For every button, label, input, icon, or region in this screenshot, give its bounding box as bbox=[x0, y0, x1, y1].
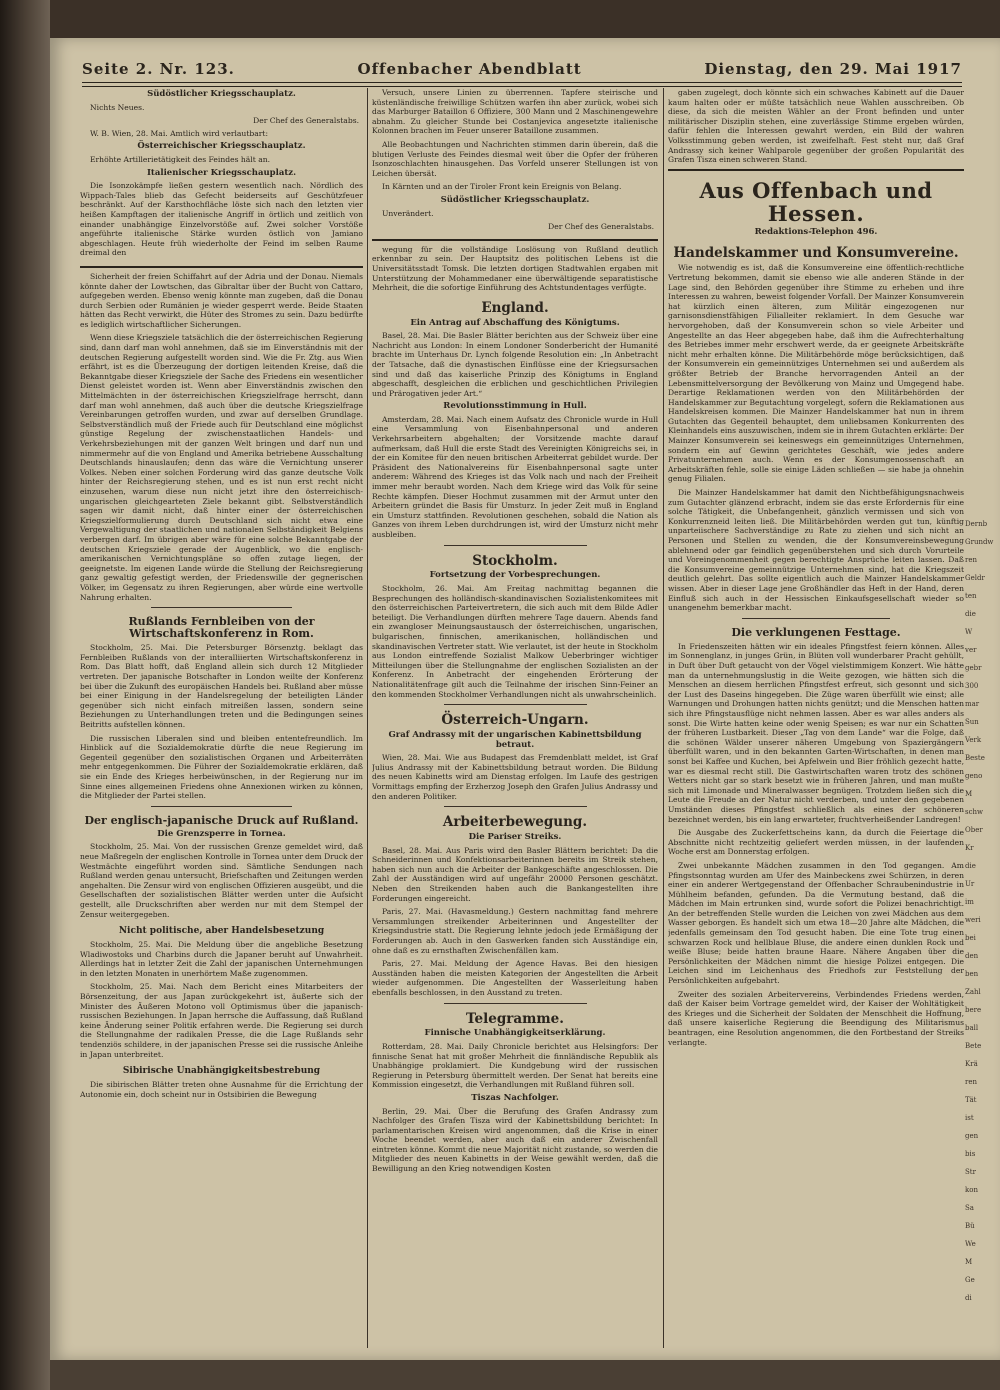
article-text: Zweiter des sozialen Arbeitervereins, Verbindendes Friedens werden, daß der Kaiser beim Vortrage gemeldet wird, der Kaiser der Wohltätigkeit des Krieges und die Sicherheit der Soldaten der Menschheit die Hoffnung, daß unsere kaiserliche Regierung die Beendigung des Militarismus beantragen, eine Resolution angenommen, die den Fortbestand der Streiks verlangte. bbox=[668, 989, 964, 1047]
article-text: In Friedenszeiten hätten wir ein ideales Pfingstfest feiern können. Alles im Sonnenglanz, in junges Grün, in Blüten voll wunderbarer Pracht gehüllt, in Duft über Duft getaucht von der Vögel vielstimmigem Konzert. Wie hätte man da unternehmungslustig in die Weite gezogen, wie hätten sich die Menschen an diesem herrlichen Pfingstfest erfreut, sich gesonnt und sich der Lust des Daseins hingegeben. Die Züge waren überfüllt wie einst; alle Warnungen und Drohungen hatten nichts genützt; und die Menschen hatten sich ihre Pfingstausflüge nicht nehmen lassen. Aber es war alles anders als sonst. Die Wirte hatten keine oder wenig Speisen; es war nur ein Schatten der früheren Lustbarkeit. Dieser „Tag von dem Lande“ war die Folge, daß die schönen Wälder unserer näheren Umgebung von Spaziergängern überfüllt waren, und in den bekannten Garten-Wirtschaften, in denen man sonst bei Kaffee und Kuchen, bei Apfelwein und Bier fröhlich gezecht hatte, war es diesmal recht still. Die Gastwirtschaften waren trotz des schönen Wetters nicht gar so stark besetzt wie in früheren Jahren, und man mußte sich mit Limonade und Mineralwasser begnügen. Trotzdem ließen sich die Leute die Freude an der Natur nicht verderben, und unter den gegebenen Umständen dieses Pfingstfest schließlich als eines der schöneren bezeichnet werden, bis ein lang erwarteter, fruchtverheißender Landregen! bbox=[668, 641, 964, 824]
edge-fragment: mar bbox=[965, 700, 980, 708]
article-subheadline: Die Pariser Streiks. bbox=[468, 832, 562, 842]
edge-fragment: Ge bbox=[965, 1276, 975, 1284]
edge-fragment: die bbox=[965, 862, 976, 870]
edge-fragment: gen bbox=[965, 1132, 979, 1140]
edge-fragment: geno bbox=[965, 772, 983, 780]
edge-fragment: bis bbox=[965, 1150, 976, 1158]
article-text: Stockholm, 25. Mai. Die Petersburger Börsenztg. beklagt das Fernbleiben Rußlands von der interalliierten Wirtschaftskonferenz in Rom. Das Blatt hofft, daß England allein sich durch 12 Mitglieder vertreten. Der japanische Botschafter in London weilte der Konferenz bei über die Zukunft des europäischen Handels bei. Rußland aber müsse bei einer Einigung in der Handelsregelung der beteiligten Länder gegenüber sich nicht einfach mitreißen lassen, sondern seine Beziehungen zu Unterhandlungen treten und die Bedingungen seines Beitritts aufstellen können. bbox=[80, 643, 363, 730]
separator bbox=[151, 607, 293, 608]
page-number: Seite 2. Nr. 123. bbox=[82, 60, 235, 78]
article-text: Nichts Neues. bbox=[90, 102, 145, 112]
edge-fragment: Ur bbox=[965, 880, 975, 888]
column-1 bbox=[80, 88, 363, 1350]
article-subheadline: Die Grenzsperre in Tornea. bbox=[157, 828, 286, 839]
edge-fragment: Str bbox=[965, 1168, 976, 1176]
article-subheadline: Finnische Unabhängigkeitserklärung. bbox=[424, 1028, 606, 1039]
edge-fragment: den bbox=[965, 952, 979, 960]
edge-fragment: kon bbox=[965, 1186, 978, 1194]
edge-fragment: di bbox=[965, 1294, 972, 1302]
article-text: Stockholm, 26. Mai. Am Freitag nachmittag begannen die Besprechungen des holländisch-skandinavischen Sozialistenkomitees mit den österreichischen Parteivertretern, die sich auch mit dem Bilde Adler beteiligt. Die Verhandlungen dürften mehrere Tage dauern. Abends fand ein zwangloser Meinungsaustausch der österreichischen, ungarischen, bulgarischen, finnischen, amerikanischen, holländischen und skandinavischen Vertreter statt. Wie verlautet, ist der heute in Stockholm aus London eintreffende Sozialist Malkow Ueberbringer wichtiger Mitteilungen über die Stellungnahme der englischen Sozialisten an der Konferenz. In Anbetracht der eingehenden Erörterung der Nationalitätenfrage gilt auch die Teilnahme der irischen Sinn-Feiner an den kommenden Stockholmer Verhandlungen nicht als unwahrscheinlich. bbox=[372, 584, 658, 699]
article-text: Wenn diese Kriegsziele tatsächlich die der österreichischen Regierung sind, dann darf man wohl annehmen, daß sie im Einverständnis mit der deutschen Regierung aufgestellt worden sind. Wie die Fr. Ztg. aus Wien erfährt, ist es die Überzeugung der dortigen leitenden Kreise, daß die Bekanntgabe dieser Kriegsziele der Sache des Friedens ein wesentlicher Dienst geleistet worden ist. Wenn aber Einverständnis zwischen den Mittelmächten in der österreichischen Kriegszielfrage herrscht, dann darf man wohl annehmen, daß auch über die deutsche Kriegszielfrage Vereinbarungen getroffen wurden, und zwar auf derselben Grundlage. Selbstverständlich muß der Friede auch für Deutschland eine möglichst günstige Regelung der zwischenstaatlichen Handels- und Verkehrsbeziehungen mit der ganzen Welt bringen und darf nun und nimmermehr auf die von England und Amerika betriebene Ausschaltung Deutschlands hinauslaufen; denn das wäre die Vernichtung unserer Volkes. Neben einer solchen Forderung wird das ganze deutsche Volk hinter der Reichsregierung stehen, und es ist nun erst recht nicht einzusehen, warum diese nun nicht jetzt ihre den österreichisch-ungarischen gleichgearteten Ziele bekannt gibt. Selbstverständlich sagen wir damit nicht, daß hinter einer der österreichischen Kriegszielformulierung durch Deutschland sich nicht etwa eine Vergewaltigung der staatlichen und nationalen Selbständigkeit Belgiens verbergen darf. Im übrigen aber wäre für eine solche Bekanntgabe der deutschen Kriegsziele gerade der Augenblick, wo die englisch-amerikanischen Vernichtungspläne so offen zutage liegen, der geeignetste. Im eigenen Lande würde die Stellung der Reichsregierung ganz gewaltig gefestigt werden, der Friedenswille der gegnerischen Völker, im Gegensatz zu ihren Regierungen, aber würde eine wertvolle Nahrung erhalten. bbox=[80, 333, 363, 602]
article-text: Unverändert. bbox=[382, 208, 434, 218]
edge-fragment: gebr bbox=[965, 664, 982, 672]
signature: Der Chef des Generalstabs. bbox=[548, 222, 654, 232]
article-text: Stockholm, 25. Mai. Die Meldung über die angebliche Besetzung Wladiwostoks und Charbins durch die Japaner beruht auf Unwahrheit. Allerdings hat in letzter Zeit die Zahl der japanischen Unternehmungen in den letzten Monaten in unerhörtem Maße zugenommen. bbox=[80, 940, 363, 978]
separator bbox=[742, 618, 890, 619]
edge-fragment: bei bbox=[965, 934, 976, 942]
edge-fragment: im bbox=[965, 898, 974, 906]
edge-fragment: M bbox=[965, 1258, 973, 1266]
section-heading: Südöstlicher Kriegsschauplatz. bbox=[440, 194, 590, 205]
article-headline: Sibirische Unabhängigkeitsbestrebung bbox=[122, 1066, 321, 1077]
section-heading: Italienischer Kriegsschauplatz. bbox=[146, 167, 297, 178]
article-headline: Nicht politische, aber Handelsbesetzung bbox=[118, 926, 325, 937]
edge-fragment: Sa bbox=[965, 1204, 974, 1212]
article-text: Paris, 27. Mai. Meldung der Agence Havas. Bei den hiesigen Ausständen haben die meisten Kategorien der Angestellten die Arbeit wieder aufgenommen. Die Angestellten der Wasserleitung haben ebenfalls beschlossen, in den Ausstand zu treten. bbox=[372, 959, 658, 997]
edge-fragment: Dernb bbox=[965, 520, 988, 528]
article-subheadline: Revolutionsstimmung in Hull. bbox=[443, 401, 587, 412]
edge-fragment: schw bbox=[965, 808, 984, 816]
article-text: Alle Beobachtungen und Nachrichten stimmen darin überein, daß die blutigen Verluste des Feindes diesmal weit über die Opfer der früheren Isonzoschlachten hinausgehen. Das Vorfeld unserer Stellungen ist von Leichen übersät. bbox=[372, 139, 658, 178]
section-headline: Aus Offenbach und Hessen. bbox=[699, 177, 933, 226]
edge-fragment: Kr bbox=[965, 844, 974, 852]
adjacent-page-edge bbox=[965, 520, 995, 1312]
separator bbox=[444, 806, 587, 807]
section-heading: Österreichischer Kriegsschauplatz. bbox=[137, 141, 306, 152]
edge-fragment: ver bbox=[965, 646, 977, 654]
edge-fragment: Bü bbox=[965, 1222, 975, 1230]
edge-fragment: ren bbox=[965, 1078, 977, 1086]
article-subheadline: Tiszas Nachfolger. bbox=[471, 1092, 559, 1103]
separator bbox=[444, 704, 587, 705]
article-text: Die russischen Liberalen sind und bleiben ententefreundlich. Im Hinblick auf die Sozialdemokratie dürfte die neue Regierung im Gegenteil gegenüber den sozialistischen Organen und Arbeiterräten mehr entgegenkommen. Die Führer der Sozialdemokratie erklären, daß sie ein Ende des Krieges herbeiwünschen, in der Regierung nur im Sinne eines allgemeinen Friedens ohne Annexionen wirken zu können, die Mitglieder der Partei stellen. bbox=[80, 733, 363, 801]
article-text: Amsterdam, 28. Mai. Nach einem Aufsatz des Chronicle wurde in Hull eine Versammlung von Eisenbahnpersonal und anderen Verkehrsarbeitern abgehalten; der Vorsitzende machte darauf aufmerksam, daß Hull die erste Stadt des Vereinigten Königreichs sei, in der ein Komitee für den neuen britischen Arbeiterrat gebildet wurde. Der Präsident des Nationalvereins für Eisenbahnpersonal sagte unter anderem: Während des Krieges ist das Volk nach und nach der Freiheit immer mehr beraubt worden. Nach dem Kriege wird das Volk für seine Rechte kämpfen. Dieser Hochmut zusammen mit der Armut unter den Arbeitern gründet die Basis für Umsturz. In jeder Zeit muß in England ein Umsturz stattfinden. Revolutionen geschehen, sobald die Nation als Ganzes von ihrem Leben durchdrungen ist, wird der Umsturz nicht mehr ausbleiben. bbox=[372, 414, 658, 539]
header-rule bbox=[82, 82, 962, 87]
column-divider bbox=[663, 88, 664, 1348]
edge-fragment: M bbox=[965, 790, 973, 798]
edge-fragment: Zahl bbox=[965, 988, 981, 996]
column-3 bbox=[668, 88, 964, 1350]
page-bottom-edge bbox=[50, 1360, 1000, 1390]
signature: Der Chef des Generalstabs. bbox=[253, 116, 359, 126]
edge-fragment: Beste bbox=[965, 754, 985, 762]
separator bbox=[444, 1003, 587, 1004]
war-report-box bbox=[80, 90, 363, 268]
article-text: Berlin, 29. Mai. Über die Berufung des Grafen Andrassy zum Nachfolger des Grafen Tisza wird der Kabinettsbildung berichtet: In parlamentarischen Kreisen wird angenommen, daß die Krise in einer Woche beendet werden, aber auch daß ein anderer Zwischenfall eintreten könne. Kommt die neue Majorität nicht zustande, so werden die Mitglieder des neuen Kabinetts in der Weise gewählt werden, daß die Bewilligung an den Krieg notwendigen Kosten bbox=[372, 1106, 658, 1174]
article-text: Zwei unbekannte Mädchen zusammen in den Tod gegangen. Am Pfingstsonntag wurden am Ufer des Mainbeckens zwei Schürzen, in deren einer ein anderer Wertgegenstand der Offenbacher Schraubenindustrie in Mühlheim befanden, gefunden. Da die Vermutung bestand, daß die Mädchen im Main ertrunken sind, wurde sofort die Polizei benachrichtigt. An der betreffenden Stelle wurden die Leichen von zwei Mädchen aus dem Wasser geborgen. Es handelt sich um etwa 18—20 Jahre alte Mädchen, die jedenfalls gemeinsam den Tod gesucht haben. Die eine Tote trug einen schwarzen Rock und hellblaue Bluse, die andere einen dunklen Rock und weiße Bluse; beide hatten braune Haare. Nähere Angaben über die Persönlichkeiten der Mädchen nimmt die hiesige Polizei entgegen. Die Leichen sind im Leichenhaus des Friedhofs zur Feststellung der Persönlichkeiten aufgebahrt. bbox=[668, 860, 964, 986]
book-binding bbox=[0, 0, 50, 1390]
edge-fragment: Ober bbox=[965, 826, 983, 834]
column-2 bbox=[372, 88, 658, 1350]
article-text: Rotterdam, 28. Mai. Daily Chronicle berichtet aus Helsingfors: Der finnische Senat hat mit großer Mehrheit die finnländische Republik als Unabhängige proklamiert. Die Kundgebung wird der russischen Regierung in Petersburg übermittelt werden. Der Senat hat bereits eine Kommission eingesetzt, die Verhandlungen mit Rußland führen soll. bbox=[372, 1041, 658, 1090]
article-text: wegung für die vollständige Loslösung von Rußland deutlich erkennbar zu sein. Der Hauptsitz des politischen Lebens ist die Universitätsstadt Tomsk. Die letzten dortigen Stadtwahlen ergaben mit Unterstützung der Mohammedaner eine überwältigende separatistische Mehrheit, die die sofortige Einführung des Achtstundentages verfügte. bbox=[372, 244, 658, 293]
article-text: Die Ausgabe des Zuckerfettscheins kann, da durch die Feiertage die Abschnitte nicht rechtzeitig geliefert werden müssen, in der laufenden Woche erst am Donnerstag erfolgen. bbox=[668, 828, 964, 857]
article-text: Versuch, unsere Linien zu überrennen. Tapfere steirische und küstenländische freiwillige Schützen warfen ihn aber zurück, wobei sich das Marburger Bataillon 6 Offiziere, 300 Mann und 2 Maschinengewehre abnahm. Zu gleicher Stunde bei Costanjevica angesetzte italienische Kolonnen brachen im Feuer unserer Bataillone zusammen. bbox=[372, 88, 658, 136]
article-text: Basel, 28. Mai. Aus Paris wird den Basler Blättern berichtet: Da die Schneiderinnen und Konfektionsarbeiterinnen bereits im Streik stehen, haben sich nun auch die Arbeiter der Bankgeschäfte angeschlossen. Die Zahl der Ausständigen wird auf ungefähr 20000 Personen geschätzt. Neben den Streikenden haben auch die Bankangestellten ihre Forderungen eingereicht. bbox=[372, 845, 658, 903]
edge-fragment: ist bbox=[965, 1114, 974, 1122]
newspaper-page bbox=[50, 38, 1000, 1360]
edge-fragment: weri bbox=[965, 916, 981, 924]
article-subheadline: Fortsetzung der Vorbesprechungen. bbox=[429, 570, 601, 581]
edge-fragment: Tät bbox=[965, 1096, 977, 1104]
edge-fragment: ren bbox=[965, 556, 977, 564]
article-headline: Österreich-Ungarn. bbox=[441, 712, 589, 729]
article-text: Wien, 28. Mai. Wie aus Budapest das Fremdenblatt meldet, ist Graf Julius Andrassy mit der Kabinettsbildung betraut worden. Die Bildung des neuen Kabinetts wird am Dienstag erfolgen. Im Laufe des gestrigen Vormittags empfing der Erzherzog Joseph den Grafen Julius Andrassy und den anderen Politiker. bbox=[372, 753, 658, 801]
edge-fragment: bere bbox=[965, 1006, 982, 1014]
column-divider bbox=[367, 88, 368, 1348]
article-text: Die Isonzokämpfe ließen gestern wesentlich nach. Nördlich des Wippach-Tales blieb das Gefecht beiderseits auf Geschützfeuer beschränkt. Auf der Karsthochfläche löste sich nach den letzten vier heißen Kampftagen der italienische Angriff in örtlich und zeitlich von einander unabhängige Einzelvorstöße auf. Zwei solcher Vorstöße angeführte italienische Stärke wurden östlich von Jamiano abgeschlagen. Heute früh wiederholte der Feind im selben Raume dreimal den bbox=[80, 181, 363, 258]
separator bbox=[151, 806, 293, 807]
article-text: gaben zugelegt, doch könnte sich ein schwaches Kabinett auf die Dauer kaum halten oder er müßte tatsächlich neue Wahlen ausschreiben. Ob diese, da sich die meisten Wähler an der Front befinden und unter militärischer Disziplin stehen, eine zuverlässige Stimme ergeben würden, dafür fehlen die Interessen gewahrt werden, ein Bild der wahren Volksstimmung geben werden, ist zweifelhaft. Fest steht nur, daß Graf Andrassy sich keiner Wahlparole gegenüber der großen Popularität des Grafen Tisza einen schweren Stand. bbox=[668, 88, 964, 165]
article-headline: Handelskammer und Konsumvereine. bbox=[673, 244, 959, 261]
article-subheadline: Graf Andrassy mit der ungarischen Kabinettsbildung betraut. bbox=[388, 730, 642, 750]
edge-fragment: We bbox=[965, 1240, 976, 1248]
article-text: Stockholm, 25. Mai. Nach dem Bericht eines Mitarbeiters der Börsenzeitung, der aus Japan zurückgekehrt ist, äußerte sich der Minister des Äußeren Motono voll Optimismus über die japanisch-russischen Beziehungen. In Japan herrsche die Auffassung, daß Rußland keine Änderung seiner Politik erfahren werde. Die Regierung sei durch die Stellungnahme der radikalen Presse, die die Lage Rußlands sehr tendenziös schildere, in der japanischen Presse sei die russische Anleihe in Japan unterbreitet. bbox=[80, 982, 363, 1059]
edge-fragment: Sun bbox=[965, 718, 979, 726]
newspaper-title: Offenbacher Abendblatt bbox=[357, 60, 582, 78]
article-text: In Kärnten und an der Tiroler Front kein Ereignis von Belang. bbox=[382, 182, 622, 192]
edge-fragment: Krä bbox=[965, 1060, 978, 1068]
article-headline: Telegramme. bbox=[466, 1010, 564, 1027]
article-headline: Arbeiterbewegung. bbox=[442, 814, 588, 831]
edge-fragment: ben bbox=[965, 970, 979, 978]
editorial-phone: Redaktions-Telephon 496. bbox=[754, 226, 878, 237]
issue-date: Dienstag, den 29. Mai 1917 bbox=[704, 60, 962, 78]
edge-fragment: W bbox=[965, 628, 973, 636]
article-headline: Der englisch-japanische Druck auf Rußland. bbox=[84, 813, 359, 827]
section-heading: Südöstlicher Kriegsschauplatz. bbox=[147, 89, 296, 99]
edge-fragment: ball bbox=[965, 1024, 979, 1032]
edge-fragment: Grundw bbox=[965, 538, 994, 546]
article-text: Die sibirischen Blätter treten ohne Ausnahme für die Errichtung der Autonomie ein, doch scheint nur in Ostsibirien die Bewegung bbox=[80, 1080, 363, 1099]
edge-fragment: Verk bbox=[965, 736, 982, 744]
article-text: Erhöhte Artillerietätigkeit des Feindes hält an. bbox=[90, 154, 271, 164]
article-text: W. B. Wien, 28. Mai. Amtlich wird verlautbart: bbox=[90, 128, 268, 138]
separator bbox=[444, 545, 587, 546]
article-subheadline: Ein Antrag auf Abschaffung des Königtums. bbox=[410, 317, 620, 328]
article-text: Wie notwendig es ist, daß die Konsumvereine eine öffentlich-rechtliche Vertretung bekommen, damit sie ebenso wie alle anderen Stände in der Lage sind, den Behörden gegenüber ihre Stimme zu erheben und ihre Interessen zu wahren, beweist folgender Vorfall. Der Mainzer Konsumverein hat kürzlich einen älteren, zum Militär eingezogenen nur garnisonsdienstfähigen Filialleiter reklamiert. In dem Gesuche war hervorgehoben, daß der Konsumverein schon so viele Arbeiter und Angestellte an das Heer abgegeben habe, daß ihm die Aufrechterhaltung des Betriebes immer mehr erschwert werde, da er geeignete Arbeitskräfte nicht mehr erhalten könne. Die Militärbehörde möge berücksichtigen, daß der Konsumverein ein gemeinnütziges Unternehmen sei und außerdem als größter Betrieb der Branche hervorragenden Anteil an der Lebensmittelversorgung der Bevölkerung von Mainz und Umgegend habe. Derartige Reklamationen werden von den Militärbehörden der Handelskammer zur Begutachtung vorgelegt, sofern die Reklamationen aus Handelskreisen kommen. Die Mainzer Handelskammer hat nun in ihrem Gutachten das Gegenteil behauptet, dem unliebsamen Konkurrenten des Kleinhandels eins auszuwischen, indem sie in ihrem Gutachten erklärte: Der Mainzer Konsumverein sei keineswegs ein gemeinnütziges Unternehmen, sondern ein auf Gewinn gerichtetes Geschäft, wie jedes andere Privatunternehmen auch. Wenn es der Konsumgenossenschaft an Arbeitskräften fehle, solle sie einige Läden schließen — sie habe ja ohnehin genug Filialen. bbox=[668, 263, 964, 484]
article-text: Basel, 28. Mai. Die Basler Blätter berichten aus der Schweiz über eine Nachricht aus London: In einem Londoner Sonderbericht der Humanité brachte im Unterhaus Dr. Lynch folgende Resolution ein: „In Anbetracht der Tatsache, daß die dynastischen Einflüsse eine der Kriegsursachen sind und daß das kaiserliche Prinzip des Königtums in England abgeschafft, desgleichen die erblichen und geschichtlichen Privilegien und Prärogativen jeder Art.“ bbox=[372, 331, 658, 398]
article-text: Stockholm, 25. Mai. Von der russischen Grenze gemeldet wird, daß neue Maßregeln der englischen Kontrolle in Tornea unter dem Druck der Westmächte eingeführt worden sind. Sämtliche Sendungen nach Rußland werden genau untersucht, Briefschaften und Zeitungen werden angehalten. Die Zensur wird von englischen Offizieren ausgeübt, und die Gesellschaften der sozialistischen Blätter werden unter die Aufsicht gestellt, alle Druckschriften aber werden nur mit dem Stempel der Zensur weitergegeben. bbox=[80, 842, 363, 919]
page-header bbox=[82, 56, 962, 82]
separator bbox=[668, 169, 964, 171]
article-text: Sicherheit der freien Schiffahrt auf der Adria und der Donau. Niemals könnte daher der Lowtschen, das Gibraltar über der Bucht von Cattaro, aufgegeben werden. Ebenso wenig könnte man zugeben, daß die Donau durch Serbien oder Rumänien je wieder gesperrt werde. Beide Staaten hätten das Recht verwirkt, die Hüter des Stromes zu sein. Dazu bedürfte es lediglich wirtschaftlicher Sicherungen. bbox=[80, 271, 363, 329]
edge-fragment: Geldr bbox=[965, 574, 985, 582]
edge-fragment: die bbox=[965, 610, 976, 618]
article-text: Paris, 27. Mai. (Havasmeldung.) Gestern nachmittag fand mehrere Versammlungen streikender Arbeiterinnen und Angestellter der Kriegsindustrie statt. Die Regierung lehnte jedoch jede Ermäßigung der Forderungen ab. Auch in den Gaswerken fanden sich Ausständige ein, ohne daß es zu ernsthaften Zwischenfällen kam. bbox=[372, 907, 658, 955]
edge-fragment: ten bbox=[965, 592, 977, 600]
article-headline: Rußlands Fernbleiben von der Wirtschaftskonferenz in Rom. bbox=[128, 615, 315, 641]
war-report-box bbox=[372, 88, 658, 241]
article-headline: Die verklungenen Festtage. bbox=[731, 625, 901, 639]
article-headline: England. bbox=[481, 299, 549, 316]
edge-fragment: Bete bbox=[965, 1042, 982, 1050]
edge-fragment: 300 bbox=[965, 682, 979, 690]
article-text: Die Mainzer Handelskammer hat damit den Nichtbefähigungsnachweis zum Gutachter glänzend erbracht, indem sie das erste Erfordernis für eine solche Tätigkeit, die Unbefangenheit, gänzlich vermissen und sich von Konkurrenzneid leiten ließ. Die Militärbehörden werden gut tun, künftig unparteiischere Sachverständige zu Rate zu ziehen und sich nicht an Personen und Stellen zu wenden, die der Konsumvereinsbewegung ablehnend oder gar feindlich gegenüberstehen und sich durch Vorurteile und Voreingenommenheit gegen berechtigte Ansprüche leiten lassen. Daß die Konsumvereine gemeinnützige Unternehmen sind, hat die Kriegszeit deutlich gelehrt. Das sollte eigentlich auch die Mainzer Handelskammer wissen. Aber in dieser Lage jene Großhändler das Heft in der Hand, deren Einfluß sich auch in der Hessischen Einkaufsgesellschaft wieder so unangenehm bemerkbar macht. bbox=[668, 488, 964, 613]
article-headline: Stockholm. bbox=[472, 552, 558, 569]
